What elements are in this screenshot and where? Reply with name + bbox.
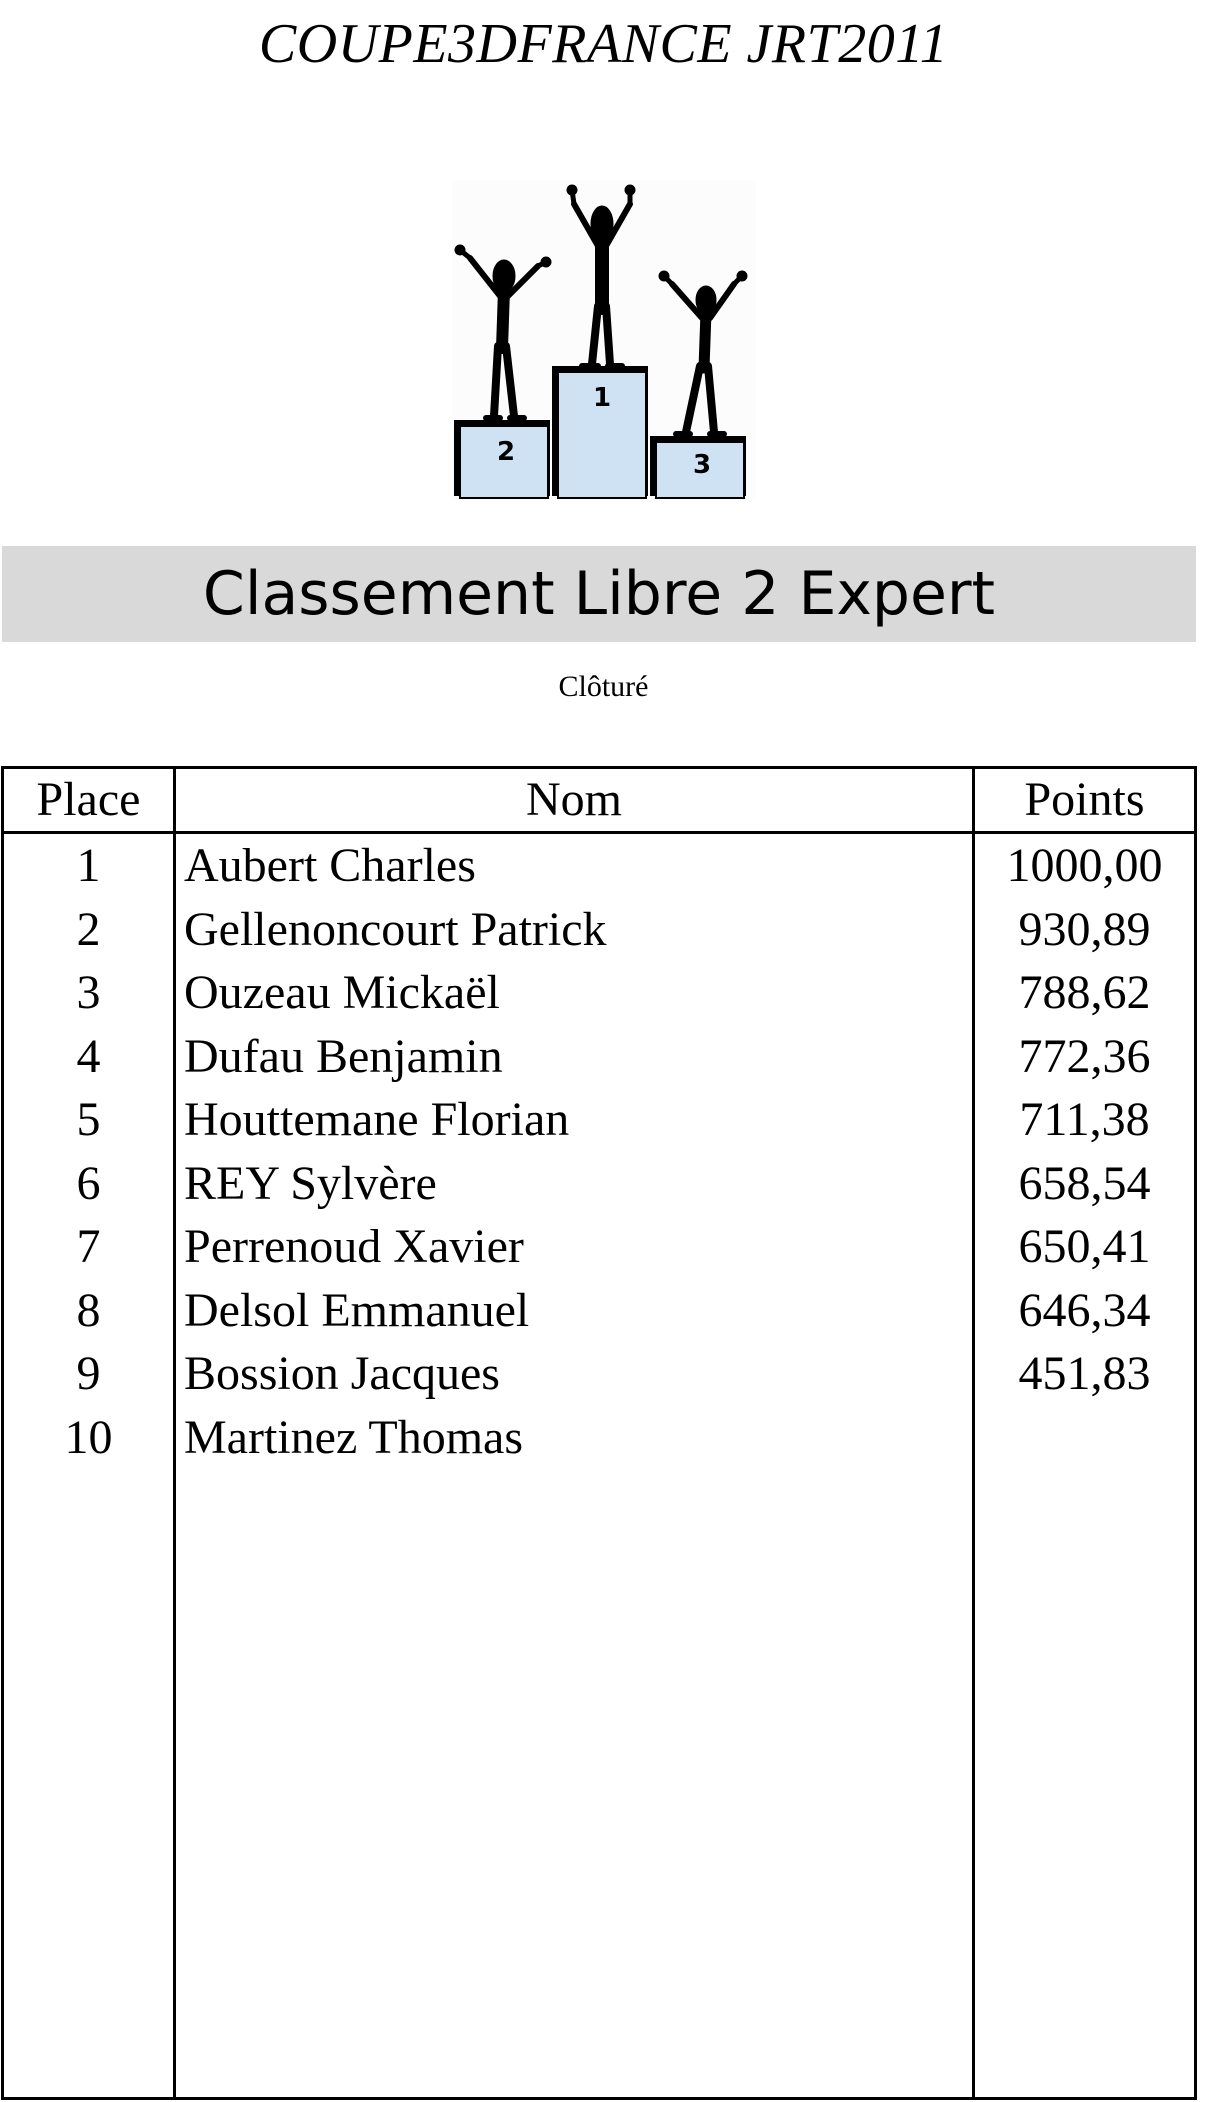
cell-name: Bossion Jacques: [184, 1347, 500, 1400]
table-row: [4, 1152, 1194, 1216]
cell-points: 930,89: [1018, 902, 1151, 956]
table-row: [4, 898, 1194, 962]
status-text: Clôturé: [558, 670, 649, 703]
document-title: COUPE3DFRANCE JRT2011: [258, 13, 949, 75]
cell-place: 8: [76, 1283, 101, 1337]
table-row: [4, 1279, 1194, 1343]
cell-points: 788,62: [1018, 966, 1151, 1019]
podium-icon: [452, 180, 756, 500]
cell-name: Martinez Thomas: [184, 1410, 524, 1464]
table-row: [4, 834, 1194, 898]
table-row: [4, 1088, 1194, 1152]
cell-name: Perrenoud Xavier: [184, 1220, 524, 1273]
podium-label-second: 2: [496, 437, 516, 467]
table-row: [4, 1406, 1194, 1470]
podium-label-first: 1: [592, 383, 612, 413]
cell-place: 2: [76, 902, 101, 956]
cell-place: 10: [64, 1410, 113, 1464]
header-points: Points: [1024, 773, 1145, 826]
table-row: [4, 1025, 1194, 1089]
table-row: [4, 1342, 1194, 1406]
cell-name: REY Sylvère: [184, 1156, 437, 1210]
cell-place: 5: [76, 1093, 101, 1146]
cell-points: 658,54: [1018, 1156, 1151, 1210]
cell-place: 7: [76, 1220, 101, 1273]
header-place: Place: [36, 773, 141, 826]
cell-name: Houttemane Florian: [184, 1093, 570, 1146]
cell-place: 4: [76, 1029, 101, 1083]
cell-points: 772,36: [1018, 1029, 1151, 1083]
cell-name: Ouzeau Mickaël: [184, 966, 500, 1019]
ranking-table: [1, 766, 1197, 2100]
cell-place: 3: [76, 966, 101, 1019]
cell-points: [975, 1406, 1194, 1470]
cell-points: 1000,00: [1006, 839, 1163, 892]
cell-name: Delsol Emmanuel: [184, 1283, 530, 1337]
cell-name: Aubert Charles: [184, 839, 476, 892]
table-header: [4, 769, 1194, 831]
podium-label-third: 3: [692, 450, 712, 480]
table-body: [4, 834, 1194, 1469]
cell-name: Dufau Benjamin: [184, 1029, 503, 1083]
cell-place: 6: [76, 1156, 101, 1210]
section-banner: [2, 546, 1196, 642]
cell-name: Gellenoncourt Patrick: [184, 902, 607, 956]
cell-place: 1: [76, 839, 101, 892]
cell-points: 711,38: [1019, 1093, 1150, 1146]
section-title: Classement Libre 2 Expert: [202, 559, 996, 629]
cell-place: 9: [76, 1347, 101, 1400]
table-row: [4, 961, 1194, 1025]
cell-points: 451,83: [1018, 1347, 1151, 1400]
cell-points: 650,41: [1018, 1220, 1151, 1273]
table-row: [4, 1215, 1194, 1279]
header-name: Nom: [526, 773, 622, 826]
cell-points: 646,34: [1018, 1283, 1151, 1337]
